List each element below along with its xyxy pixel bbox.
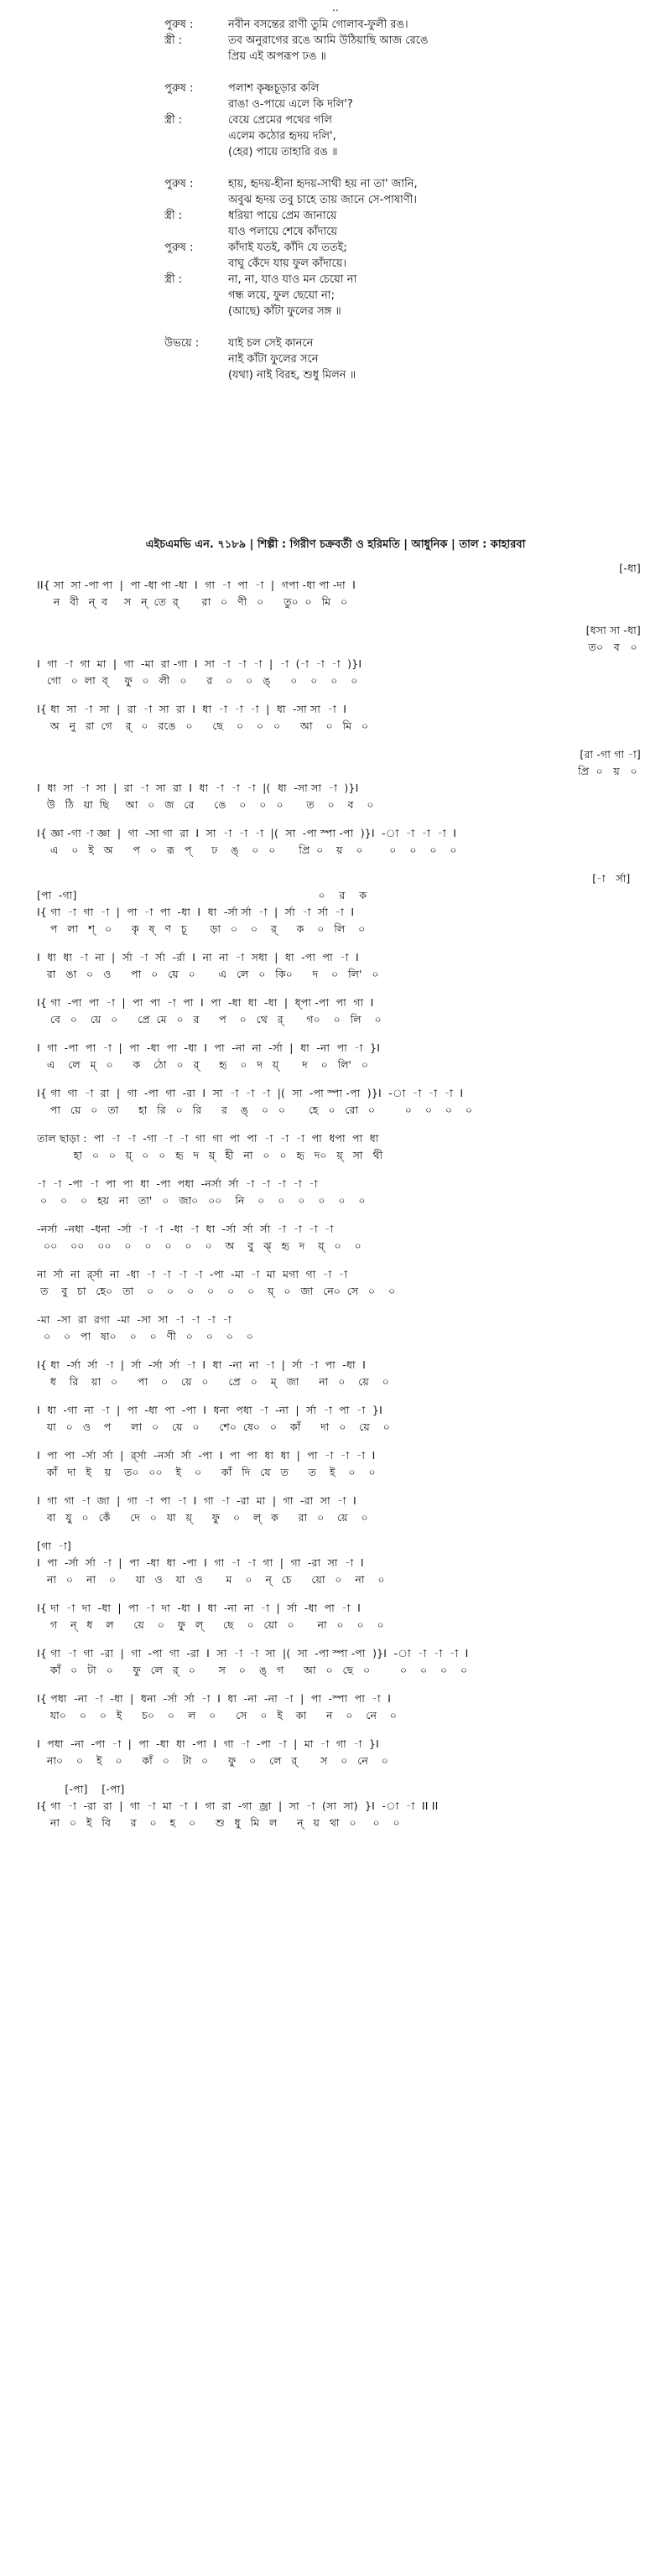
verse-text: হায়, হৃদয়-হীনা হৃদয়-সাথী হয় না তা' জানি, [228,178,418,190]
lyric-syllable-line: পা য়ে ০ তা হা রি ০ রি র ঙ্ ০ ০ হে ০ রো ০ ০ ০ ০ ০ [37,1104,472,1116]
notation-spacer [37,1724,641,1736]
verse-text: বাঘু কেঁদে যায় ফুল কাঁদায়ে। [228,257,347,270]
swara-line: [-া র্সা] [592,872,641,885]
notation-spacer [37,859,641,870]
verse-text: কাঁদাই যতই, কাঁদি যে ততই; [228,242,347,254]
notation-spacer [37,1254,641,1266]
swara-line: I{ গা -া -রা রা | গা -া মা -া I গা রা -গা জ্রা | সা -া (সা সা) }I -া -া II II [37,1800,439,1812]
lyric-line [164,304,634,319]
lyric-syllable-line: ত বু চা হে০ তা ০ ০ ০ ০ ০ ০ য়্ ০ জা নে০ সে ০ ০ [37,1285,396,1297]
lyric-line [164,128,634,144]
speaker-label: স্ত্রী : [164,114,183,127]
speaker-label [164,351,228,367]
swara-line: তাল ছাড়া : পা -া -া -গা -া -া গা গা পা পা -া -া -া পা ধপা পা ধা [37,1132,379,1145]
verse-text: প্রিয় এই অপরূপ ঢঙ ॥ [228,50,326,63]
notation-spacer [37,1769,641,1781]
speaker-label [164,367,228,383]
swara-line: [রা -গা গা -া] [580,748,641,761]
lyric-syllable-line: ন বী ন্ ব স ন্ তে র্ রা ০ ণী ০ তু০ ০ মি ০ [37,595,348,608]
speaker-label [164,49,228,65]
speaker-label [164,96,228,112]
swara-line: [গা -া] [37,1540,362,1552]
lyric-syllable-line: গ ন্ ধ ল য়ে ০ ফু ল্ ছে ০ য়ো ০ না ০ ০ ০ [37,1618,384,1631]
notation-spacer [37,689,641,701]
notation-spacer [37,1526,641,1538]
notation-spacer [37,1481,641,1493]
lyric-line [164,256,634,272]
notation-spacer [37,1300,641,1311]
swara-line: I{ জ্ঞা -গা -া জ্ঞা | গা -সা গা রা I সা -া -া -া |( সা -পা স্পা -পা )}I -া -া -া -া I [37,827,457,839]
lyric-line [164,272,634,288]
lyric-syllable-line: কাঁ ০ টা ০ ফু লে র্ ০ স ০ ঙ্ গ আ ০ ছে ০ ০ ০ ০ ০ [37,1664,468,1676]
lyric-line [164,33,634,49]
lyric-syllable-line: হা ০ ০ য়্ ০ ০ হৃ দ য়্ হী না ০ ০ হৃ দ০ য়্ সা থী [37,1149,383,1161]
lyric-syllable-line: কাঁ দা ই য় ত০ ০০ ই ০ কাঁ দি যে ত ত ই ০ ০ [37,1466,376,1478]
verse-text: ধরিয়া পায়ে প্রেম জানায়ে [228,210,337,222]
verse-text: নবীন বসন্তের রাণী তুমি গোলাব-ফুলী রঙ। [228,18,408,31]
swara-line: I{ পধা -না -া -ধা | ধনা -র্সা র্সা -া I ধা -না -না -া | পা -স্পা পা -া I [37,1692,392,1705]
lyric-stanza [164,17,634,65]
swara-line: I{ গা গা -া রা | গা -পা গা -রা I সা -া -া -া |( সা -পা স্পা -পা )}I -া -া -া -া I [37,1087,464,1099]
notation-spacer [37,937,641,949]
lyric-line [164,224,634,240]
lyric-syllable-line: এ লে ম্ ০ ক ঠো ০ র্ হৃ ০ দ য়্ দ ০ লি' ০ [37,1058,368,1071]
speaker-label [164,144,228,160]
swara-line: -মা -সা রা রগা -মা -সা সা -া -া -া -া [37,1313,231,1326]
verse-text: (যথা) নাই বিরহ, শুধু মিলন ॥ [228,369,356,382]
notation-spacer [37,1345,641,1357]
lyric-syllable-line: অ নু রা গে র্ ০ রঙে ০ ছে ০ ০ ০ আ ০ মি ০ [37,719,369,732]
lyric-line [164,49,634,65]
verse-text: না, না, যাও যাও মন চেয়ো না [228,273,357,286]
speaker-label: স্ত্রী : [164,210,183,222]
swara-line: I{ ধা -র্সা র্সা -া | র্সা -র্সা র্সা -া I ধা -না না -া | র্সা -া পা -ধা I [37,1358,367,1371]
lyric-line [164,96,634,112]
speaker-label: স্ত্রী : [164,273,183,286]
top-mark: .. [332,2,339,13]
verse-text: (আছে) কাঁটা ফুলের সঙ্গ ॥ [228,305,341,318]
lyric-syllable-line: না ০ ই বি র ০ হ ০ শু ধু মি ল ন্ য় থা ০ ০ ০ [37,1816,400,1829]
speaker-label: পুরুষ : [164,82,194,95]
swara-line: [-পা] [-পা] [37,1783,373,1795]
lyric-syllable-line: না ০ না ০ যা ও যা ও ম ০ ন্ চে য়ো ০ না ০ [37,1573,385,1586]
notation-spacer [37,1679,641,1690]
lyric-line [164,17,634,33]
swara-line: -া -া -পা -া পা পা ধা -পা পধা -নর্সা র্সা -া -া -া -া -া [37,1177,318,1190]
verse-text: নাই কাঁটা ফুলের সনে [228,353,319,366]
notation-spacer [37,1073,641,1085]
speaker-label [164,128,228,144]
lyrics-block [164,17,634,399]
record-info-line: এইচএমভি এন. ৭১৮৯ | শিল্পী : গিরীণ চক্রবর্তী ও হরিমতি | আধুনিক | তাল : কাহারবা [145,538,526,551]
speaker-label [164,288,228,304]
swara-line: [-ধা] [619,562,641,574]
notation-spacer [37,1588,641,1600]
verse-text: অবুঝ হৃদয় তবু চাহে তায় জানে সে-পাষাণী। [228,194,418,206]
swara-line: I{ গা -া গা -া | পা -া পা -ধা I ধা -র্সা র্সা -া | র্সা -া র্সা -া I [37,906,355,918]
speaker-label: পুরুষ : [164,18,194,31]
swara-line: প্রি ০ য় ০ [578,765,641,777]
lyric-stanza [164,335,634,383]
swara-line: [ধসা সা -ধা] [585,624,641,636]
swara-line: ত০ ব ০ [574,641,641,653]
notation-spacer [37,813,641,825]
lyric-syllable-line: উ ঠি য়া ছি আ ০ জ রে ঙে ০ ০ ০ ত ০ ব ০ [37,798,374,811]
swara-line: [পা -গা] ০ র ক [37,889,402,901]
lyric-syllable-line: এ ০ ই অ প ০ রূ প্ ঢ ঙ্ ০ ০ প্রি ০ য় ০ ০ ০ ০ ০ [37,844,457,856]
verse-text: এলেম কঠোর হৃদয় দলি', [228,130,336,143]
swara-line: I পা পা -র্সা র্সা | র্র্সা -নর্সা র্সা -পা I পা পা ধা ধা | পা -া -া -া I [37,1449,376,1462]
notation-spacer [37,610,641,622]
lyric-line [164,240,634,256]
swara-line: I গা গা -া জা | গা -া পা -া I গা -া -রা মা | গা -রা সা -া I [37,1494,356,1507]
lyric-syllable-line: রা ঙা ০ ও পা ০ য়ে ০ এ লে ০ কি০ দ ০ লি' ০ [37,968,379,980]
swara-line: I পধা -না -পা -া | পা -ধা ধা -পা I গা -া -পা -া | মা -া গা -া }I [37,1737,380,1750]
notation-spacer [37,1028,641,1040]
speaker-label [164,256,228,272]
swara-line: I গা -া গা মা | গা -মা রা -গা I সা -া -া -া | -া (-া -া -া )}I [37,657,362,670]
lyric-line [164,351,634,367]
notation-spacer [37,983,641,995]
lyric-stanza [164,176,634,319]
verse-text: (হের) পায়ে তাহারি রঙ ॥ [228,146,338,158]
speaker-label [164,192,228,208]
verse-text: পলাশ কৃষ্ণচূড়ার কলি [228,82,320,95]
swara-line: I{ ধা সা -া সা | রা -া সা রা I ধা -া -া -া | ধা -সা সা -া I [37,703,347,715]
swara-line: I পা -র্সা র্সা -া | পা -ধা ধা -পা I গা -া -া গা | গা -রা সা -া I [37,1556,364,1569]
notation-spacer [37,1164,641,1176]
lyric-syllable-line: যা০ ০ ০ ই চ০ ০ ল ০ সে ০ ই কা ন ০ নে ০ [37,1709,397,1722]
swaralipi-notation [37,560,641,1831]
verse-text: গন্ধ লয়ে, ফুল ছেয়ো না; [228,289,335,302]
swara-line: I ধা ধা -া না | র্সা -া র্সা -র্রা I না না -া সধা | ধা -পা পা -া I [37,951,359,963]
speaker-label: পুরুষ : [164,178,194,190]
speaker-label: পুরুষ : [164,242,194,254]
lyric-line [164,144,634,160]
speaker-label [164,304,228,319]
swara-line: I{ দা -া দা -ধা | পা -া দা -ধা I ধা -না না -া | র্সা -ধা পা -া I [37,1602,361,1614]
verse-text: তব অনুরাগের রঙে আমি উঠিয়াছি আজ রেঙে [228,34,429,47]
swara-line: I ধা -গা না -া | পা -ধা পা -পা I ধনা পধা -া -না | র্সা -া পা -া }I [37,1404,382,1416]
lyric-line [164,112,634,128]
swara-line: না র্সা না র্র্সা না -ধা -া -া -া -া -পা -মা -া মা মগা গা -া -া [37,1268,348,1280]
lyric-syllable-line: যা ০ ও প লা ০ য়ে ০ শে০ ষে০ ০ কাঁ দা ০ য়ে ০ [37,1420,390,1433]
speaker-label [164,224,228,240]
swara-line: I{ গা -পা পা -া | পা পা -া পা I পা -ধা ধা -ধা | ধ্পা -পা পা গা I [37,996,374,1009]
lyric-line [164,176,634,192]
speaker-label: স্ত্রী : [164,34,183,47]
notation-spacer [37,1209,641,1221]
lyric-syllable-line: না০ ০ ই ০ কাঁ ০ টা ০ ফু ০ লে র্ স ০ নে ০ [37,1754,388,1767]
lyric-syllable-line: প লা শ্ ০ কৃ ষ্ ণ চূ ড়া ০ ০ র্ ক ০ লি ০ [37,922,366,935]
notation-spacer [37,1436,641,1447]
speaker-label: উভয়ে : [164,337,200,350]
lyric-line [164,288,634,304]
lyric-line [164,208,634,224]
lyric-line [164,192,634,208]
notation-spacer [37,1633,641,1645]
swara-line: I গা -পা পা -া | পা -ধা পা -ধা I পা -না না -র্সা | ধা -না পা -া }I [37,1041,381,1054]
lyric-syllable-line: ০ ০ ০ হয় না তা' ০ জা০ ০০ নি ০ ০ ০ ০ ০ ০ [37,1194,366,1207]
lyric-syllable-line: ০০ ০০ ০০ ০ ০ ০ ০ ০ অ বু ঝ্ হৃ দ য়্ ০ ০ [37,1239,362,1252]
swara-line: -নর্সা -নধা -ধনা -র্সা -া -া -ধা -া ধা -র্সা র্সা র্সা -া -া -া -া [37,1223,334,1235]
lyric-line [164,335,634,351]
notation-spacer [37,1119,641,1130]
verse-text: যাই চল সেই কাননে [228,337,314,350]
swara-line: I ধা সা -া সা | রা -া সা রা I ধা -া -া -া |( ধা -সা সা -া )}I [37,782,359,794]
lyric-line [164,367,634,383]
swara-line: I{ গা -া গা -রা | গা -পা গা -রা I সা -া -া সা |( সা -পা স্পা -পা )}I -া -া -া -া I [37,1647,469,1659]
lyric-syllable-line: ধ রি য়া ০ পা ০ য়ে ০ প্রে ০ ম্ জা না ০ য়ে ০ [37,1375,389,1388]
lyric-syllable-line: বে ০ য়ে ০ প্রে মে ০ র প ০ থে র্ গ০ ০ লি ০ [37,1013,382,1026]
lyric-syllable-line: ০ ০ পা ষা০ ০ ০ ণী ০ ০ ০ ০ [37,1330,253,1343]
lyric-stanza [164,80,634,160]
notation-spacer [37,1390,641,1402]
swara-line: II{ সা সা -পা পা | পা -ধা পা -ধা I গা -া পা -া | গপা -ধা পা -দা I [37,579,356,591]
notation-spacer [37,735,641,746]
lyric-line [164,80,634,96]
verse-text: বেয়ে প্রেমের পথের গলি [228,114,332,127]
lyric-syllable-line: গো ০ লা ব্ ফু ০ লী ০ র ০ ০ ঙ্ ০ ০ ০ ০ [37,674,358,687]
verse-text: রাঙা ও-পায়ে এলে কি দলি'? [228,98,353,111]
lyric-syllable-line: বা যু ০ কেঁ দে ০ যা য়্ ফু ০ ল্ ক রা ০ য়ে ০ [37,1511,368,1524]
verse-text: যাও পলায়ে শেষে কাঁদায়ে [228,226,338,238]
